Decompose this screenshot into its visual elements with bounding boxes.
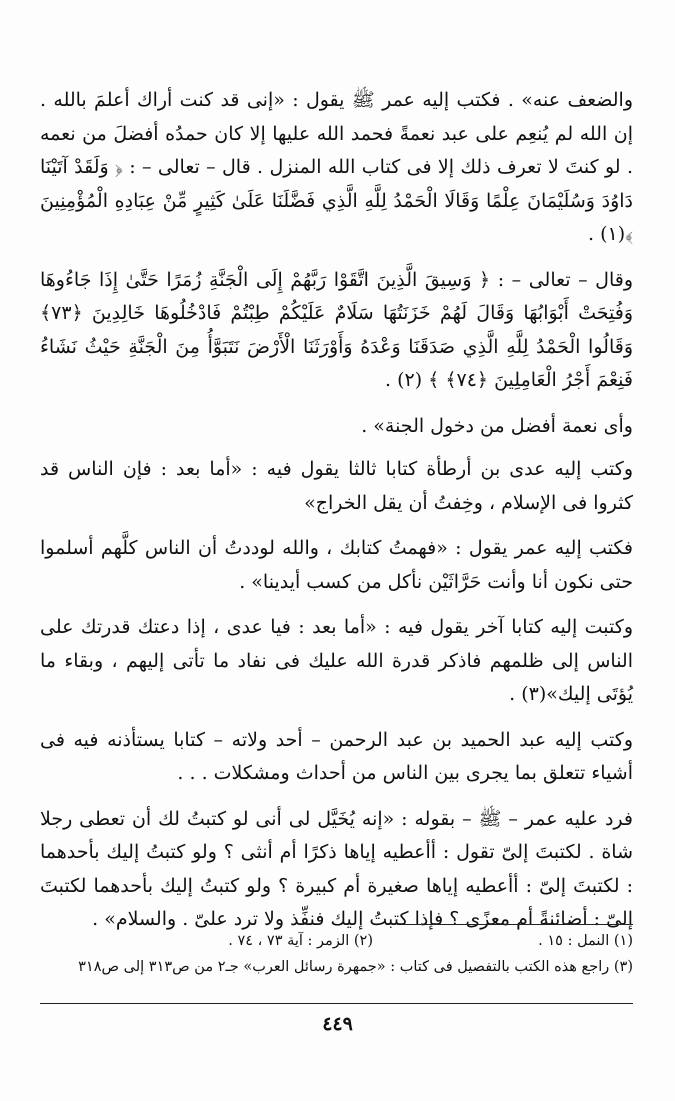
paragraph-2: وقال – تعالى – : ﴿ وَسِيقَ الَّذِينَ اتَّقَوْا رَبَّهُمْ إِلَى الْجَنَّةِ زُمَرًا حَتَّىٰ إِذَا جَاءُوهَا وَفُتِحَتْ أَبْوَابُهَا وَقَالَ لَهُمْ خَزَنَتُهَا سَلَامٌ عَلَيْكُمْ طِبْتُمْ فَادْخُلُوهَا خَالِدِينَ ﴿٧٣﴾ وَقَالُوا الْحَمْدُ لِلَّهِ الَّذِي صَدَقَنَا وَعْدَهُ وَأَوْرَثَنَا الْأَرْضَ نَتَبَوَّأُ مِنَ الْجَنَّةِ حَيْثُ نَشَاءُ فَنِعْمَ أَجْرُ الْعَامِلِينَ ﴿٧٤﴾ ﴾ (٢) . (40, 268, 633, 391)
paragraph-3: وأى نعمة أفضل من دخول الجنة» . (361, 414, 633, 437)
paragraph-5: فكتب إليه عمر يقول : «فهمتُ كتابك ، والله لوددتُ أن الناس كلَّهم أسلموا حتى نكون أنا وأنت حَرَّاثَيْن نأكل من كسب أيدينا» . (40, 537, 633, 593)
page-bottom-divider (40, 1003, 633, 1004)
main-text (40, 84, 633, 949)
page-number: ٤٤٩ (322, 1013, 353, 1035)
footnote-row (40, 928, 633, 954)
footnote-3: (٣) راجع هذه الكتب بالتفصيل فى كتاب : «جمهرة رسائل العرب» جـ٢ من ص٣١٣ إلى ص٣١٨ (78, 959, 633, 975)
footnotes (40, 928, 633, 980)
paragraph-8: فرد عليه عمر – ﷺ – بقوله : «إنه يُخَيَّل لى أنى لو كتبتُ لك أن تعطى رجلا شاة . لكتبتَ إلىّ تقول : أأعطيه إياها ذكرًا أم أنثى ؟ ولو كتبتُ إليك بأحدهما : لكتبتَ إلىّ : أأعطيه إياها صغيرة أم كبيرة ؟ ولو كتبتُ إليك بأحدهما لكتبتَ إلىّ : أضائنةً أم معزًى ؟ فإذا كتبتُ إليك فنفِّذ ولا ترد علىّ . والسلام» . (40, 807, 633, 930)
paragraph-6: وكتبت إليه كتابا آخر يقول فيه : «أما بعد : فيا عدى ، إذا دعتك قدرتك على الناس إلى ظلمهم فاذكر قدرة الله عليك فى نفاد ما تأتى إليهم ، وبقاء ما يُؤتَى إليك»(٣) . (40, 616, 633, 705)
footnote-divider (401, 924, 633, 925)
paragraph-1: والضعف عنه» . فكتب إليه عمر ﷺ يقول : «إنى قد كنت أراك أعلمَ بالله . إن الله لم يُنعِم على عبد نعمةً فحمد الله عليها إلا كان حمدُه أفضلَ من نعمه . لو كنتَ لا تعرف ذلك إلا فى كتاب الله المنزل . قال – تعالى – : ﴿ وَلَقَدْ آتَيْنَا دَاوُدَ وَسُلَيْمَانَ عِلْمًا وَقَالَا الْحَمْدُ لِلَّهِ الَّذِي فَضَّلَنَا عَلَىٰ كَثِيرٍ مِّنْ عِبَادِهِ الْمُؤْمِنِينَ ﴾(١) . (40, 89, 633, 245)
footnote-row (40, 954, 633, 980)
paragraph-7: وكتب إليه عبد الحميد بن عبد الرحمن – أحد ولاته – كتابا يستأذنه فيه فى أشياء تتعلق بما يجرى بين الناس من أحداث ومشكلات . . . (40, 728, 633, 784)
footnote-2: (٢) الزمر : آية ٧٣ ، ٧٤ . (228, 933, 373, 949)
paragraph-4: وكتب إليه عدى بن أرطأة كتابا ثالثا يقول فيه : «أما بعد : فإن الناس قد كثروا فى الإسلام ، وخِفتُ أن يقل الخراج» (40, 458, 633, 514)
footnote-1: (١) النمل : ١٥ . (538, 933, 633, 949)
